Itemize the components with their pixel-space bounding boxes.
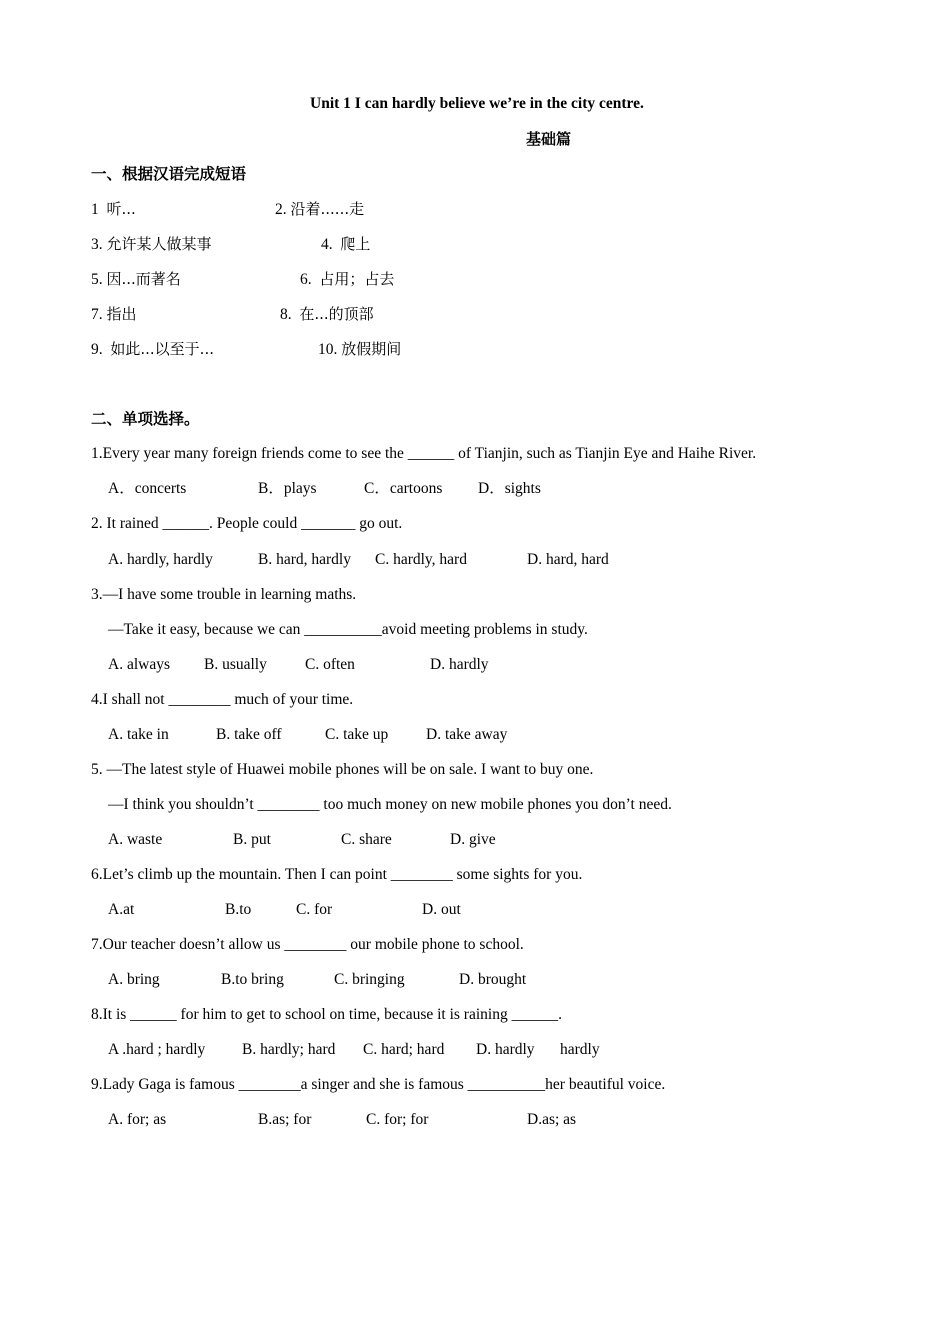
option-b: B.to bring [221,971,284,988]
option-a: A.at [108,901,135,918]
option-a: A. waste [108,831,163,848]
phrase-item: 8. 在...的顶部 [280,305,374,323]
option-b: B.to [225,901,252,918]
phrase-item: 6. 占用；占去 [300,270,395,288]
question-stem: 8.It is ______ for him to get to school on time, because it is raining ______. [91,1006,562,1023]
option-c: C. share [341,831,392,848]
phrase-item: 5. 因...而著名 [91,270,181,288]
option-c: C. for [296,901,333,918]
phrase-item: 7. 指出 [91,305,137,323]
option-a: A. hardly, hardly [108,551,213,568]
option-c: C. hard; hard [363,1041,445,1058]
option-b: B.as; for [258,1111,312,1128]
option-d: D．sights [478,480,541,497]
phrase-item: 3. 允许某人做某事 [91,235,212,253]
phrase-item: 1 听... [91,200,136,218]
option-d: D.as; as [527,1111,577,1128]
question-stem: 1.Every year many foreign friends come to see the ______ of Tianjin, such as Tianjin Eye and Haihe River. [91,445,757,462]
option-d: D. give [450,831,496,848]
option-d: D. hardly [430,656,489,673]
option-b: B. put [233,831,271,848]
phrase-item: 10. 放假期间 [318,340,402,358]
question-stem: 3.—I have some trouble in learning maths. [91,586,357,603]
section-2-heading: 二、单项选择。 [91,410,200,428]
option-d: D. hardly [476,1041,535,1058]
option-b: B. hard, hardly [258,551,351,568]
option-c: C. for; for [366,1111,429,1128]
option-d: D. out [422,901,461,918]
option-c: C. hardly, hard [375,551,467,568]
option-a: A. always [108,656,170,673]
option-a: A .hard ; hardly [108,1041,206,1058]
question-stem: 5. —The latest style of Huawei mobile phones will be on sale. I want to buy one. [91,761,594,778]
option-c: C. bringing [334,971,405,988]
option-c: C. often [305,656,355,673]
phrase-item: 4. 爬上 [321,235,371,253]
page-title: Unit 1 I can hardly believe we’re in the city centre. [310,95,644,112]
question-stem: 2. It rained ______. People could _______ go out. [91,515,403,532]
question-stem: 7.Our teacher doesn’t allow us ________ our mobile phone to school. [91,936,524,953]
option-d: D. take away [426,726,508,743]
question-stem-reply: —Take it easy, because we can __________avoid meeting problems in study. [108,621,588,638]
option-b: B. usually [204,656,267,673]
question-stem-reply: —I think you shouldn’t ________ too much money on new mobile phones you don’t need. [108,796,672,813]
option-a: A. for; as [108,1111,167,1128]
option-a: A. take in [108,726,169,743]
question-stem: 9.Lady Gaga is famous ________a singer and she is famous __________her beautiful voice. [91,1076,666,1093]
option-d-continued: hardly [560,1041,600,1058]
option-c: C．cartoons [364,480,443,497]
option-b: B. take off [216,726,282,743]
option-b: B. hardly; hard [242,1041,336,1058]
option-a: A．concerts [108,480,187,497]
question-stem: 6.Let’s climb up the mountain. Then I can point ________ some sights for you. [91,866,583,883]
question-stem: 4.I shall not ________ much of your time. [91,691,354,708]
option-a: A. bring [108,971,160,988]
page-subtitle: 基础篇 [526,130,572,148]
phrase-item: 2. 沿着......走 [275,200,365,218]
phrase-item: 9. 如此...以至于... [91,340,214,358]
section-1-heading: 一、根据汉语完成短语 [91,165,247,183]
option-c: C. take up [325,726,389,743]
option-d: D. brought [459,971,527,988]
option-d: D. hard, hard [527,551,609,568]
option-b: B．plays [258,480,317,497]
